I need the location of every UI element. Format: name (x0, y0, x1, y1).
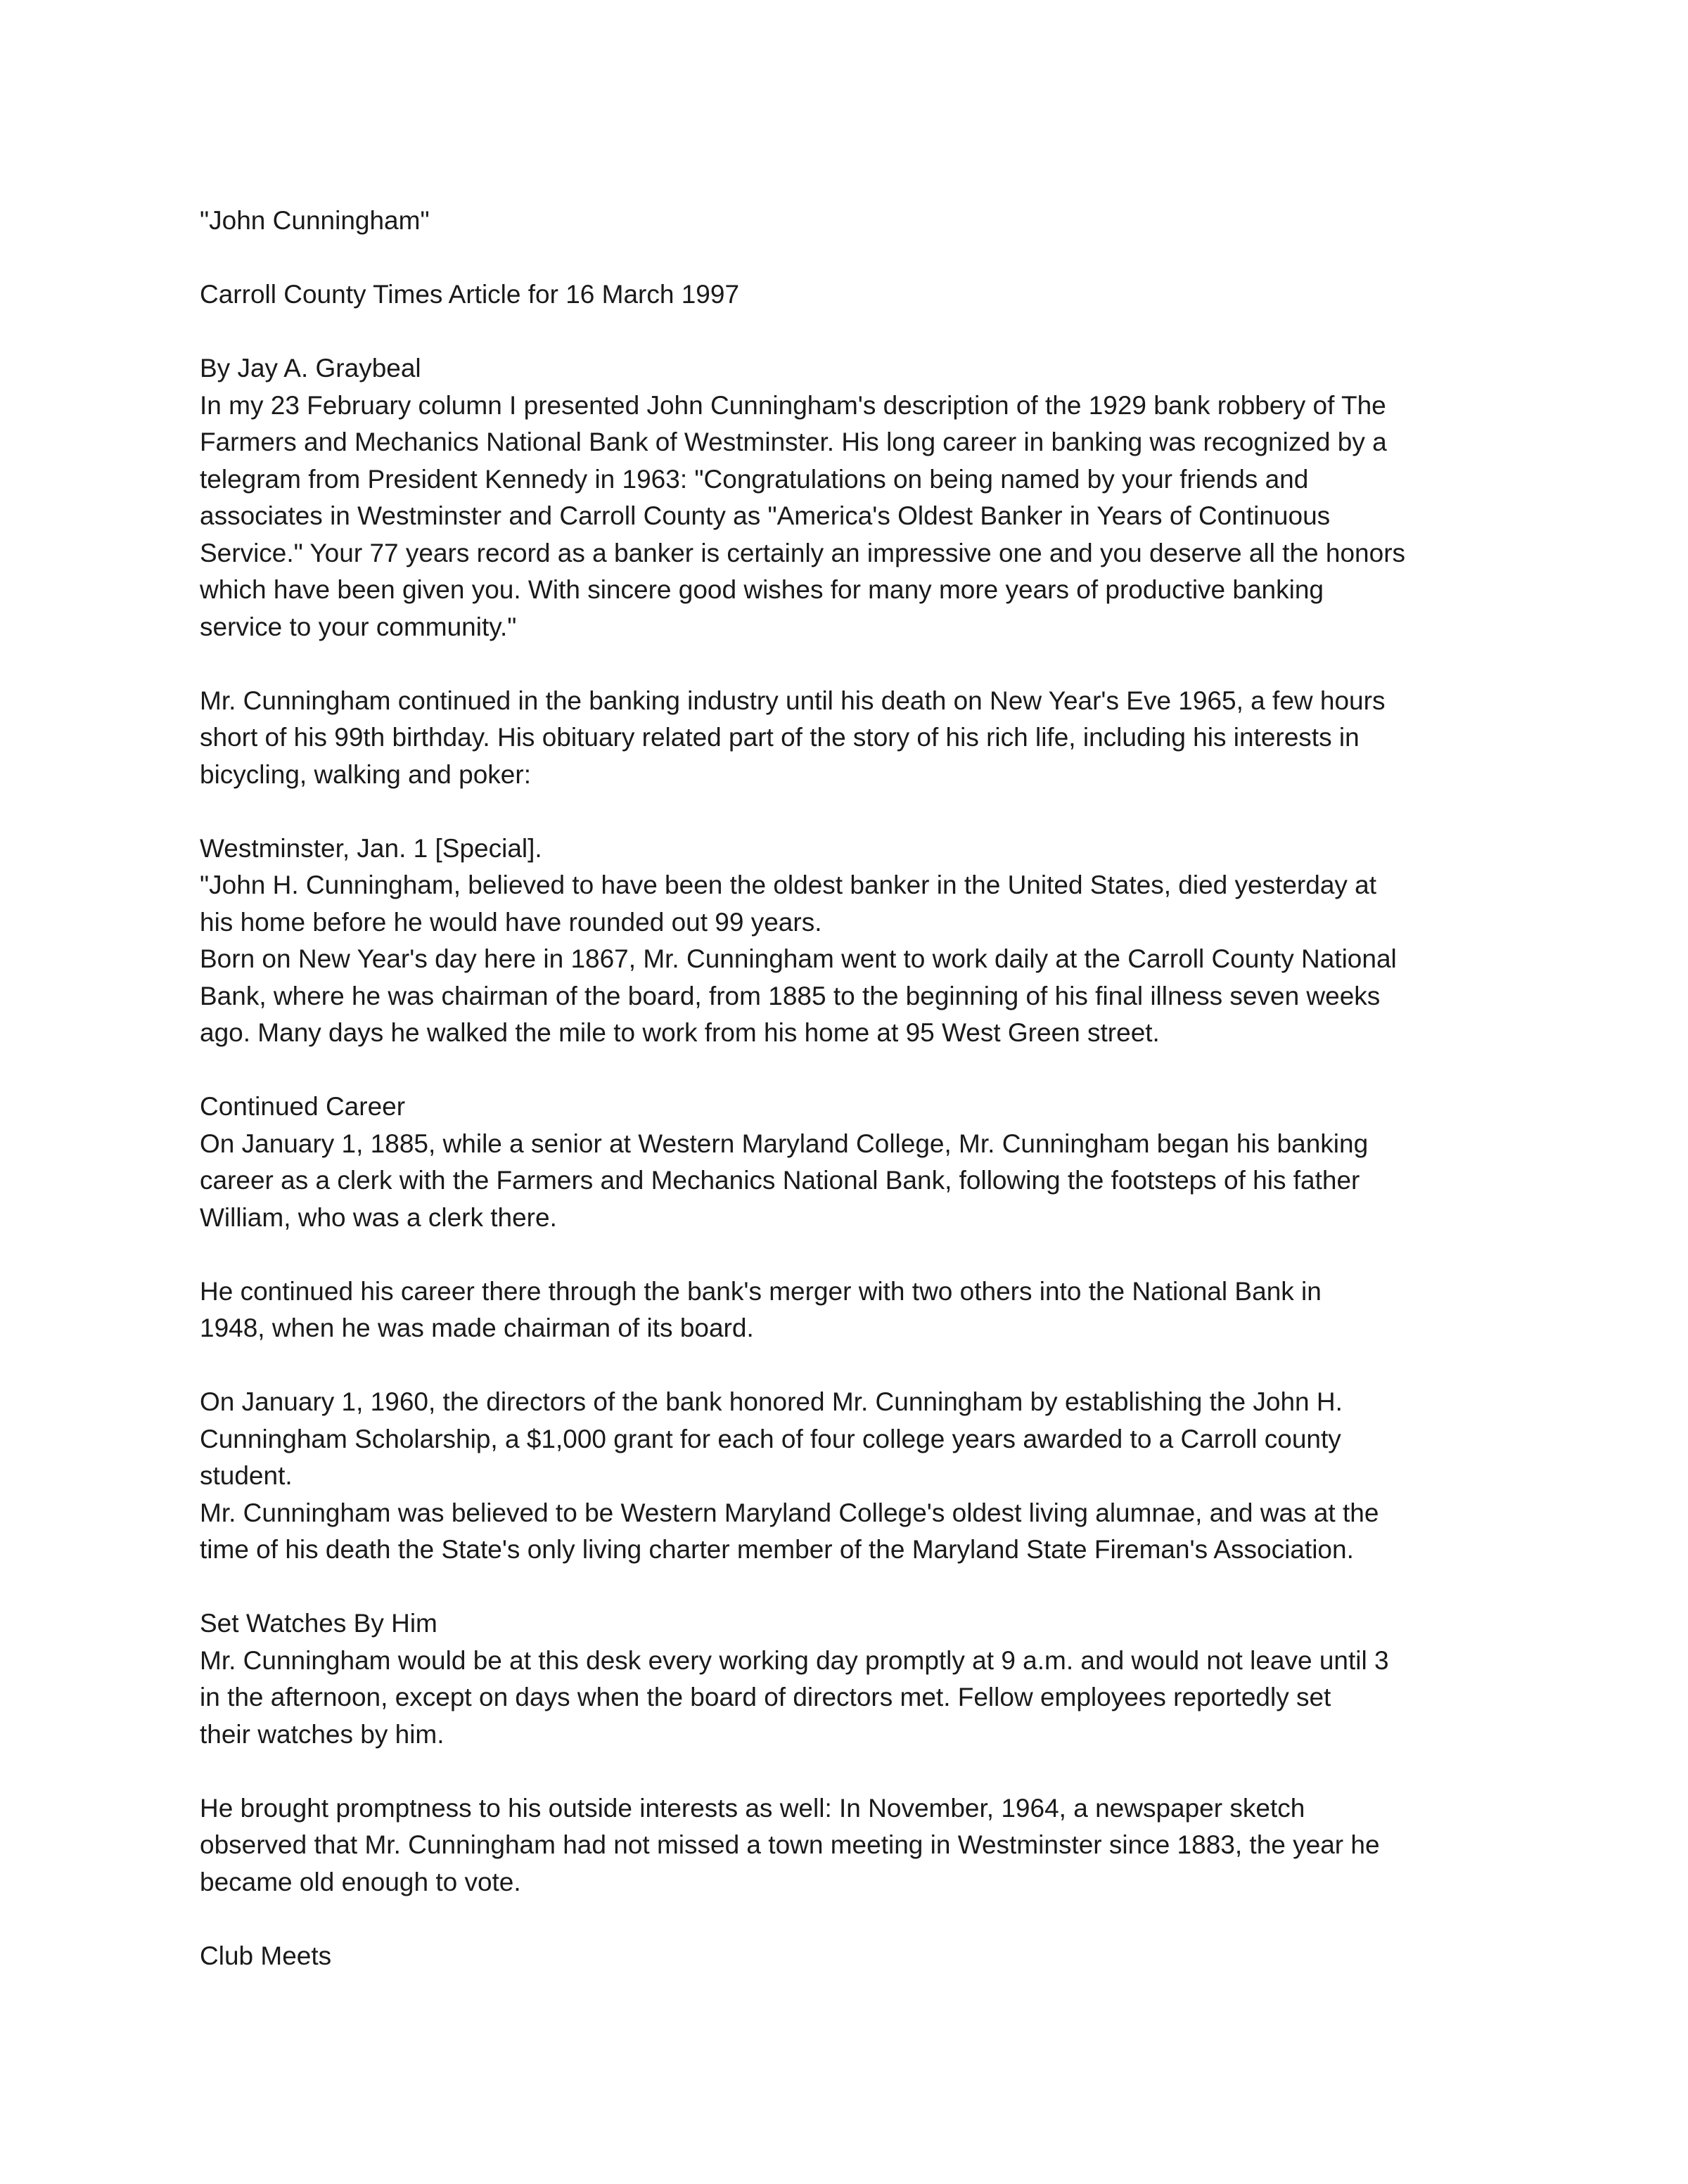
text-line: became old enough to vote. (200, 1867, 521, 1896)
spacer (200, 240, 1516, 277)
text-line: time of his death the State's only living charter member of the Maryland State Fireman's Association. (200, 1535, 1354, 1564)
byline: By Jay A. Graybeal (200, 354, 421, 383)
section-heading: Continued Career (200, 1092, 406, 1121)
text-line: Farmers and Mechanics National Bank of Westminster. His long career in banking was recognized by a (200, 428, 1387, 456)
text-line: He continued his career there through the bank's merger with two others into the National Bank in (200, 1276, 1322, 1306)
text-line: Mr. Cunningham would be at this desk every working day promptly at 9 a.m. and would not leave until 3 (200, 1645, 1389, 1675)
text-line: Westminster, Jan. 1 [Special]. (200, 833, 542, 863)
spacer (200, 1569, 1516, 1606)
text-line: On January 1, 1960, the directors of the bank honored Mr. Cunningham by establishing the John H. (200, 1387, 1343, 1416)
text-line: career as a clerk with the Farmers and Mechanics National Bank, following the footsteps of his father (200, 1166, 1360, 1195)
paragraph-obituary (200, 830, 1516, 1052)
text-line: service to your community." (200, 612, 517, 641)
section-set-watches (200, 1605, 1516, 1753)
paragraph-scholarship (200, 1384, 1516, 1569)
paragraph-merger (200, 1273, 1516, 1347)
document-title: "John Cunningham" (200, 206, 430, 235)
text-line: William, who was a clerk there. (200, 1202, 557, 1232)
spacer (200, 314, 1516, 351)
text-line: On January 1, 1885, while a senior at Western Maryland College, Mr. Cunningham began his banking (200, 1129, 1369, 1158)
text-line: observed that Mr. Cunningham had not missed a town meeting in Westminster since 1883, the year he (200, 1830, 1380, 1859)
text-line: 1948, when he was made chairman of its board. (200, 1313, 754, 1342)
paragraph-promptness (200, 1790, 1516, 1901)
text-line: "John H. Cunningham, believed to have been the oldest banker in the United States, died yesterday at (200, 871, 1377, 899)
spacer (200, 1901, 1516, 1938)
text-line: Born on New Year's day here in 1867, Mr. Cunningham went to work daily at the Carroll County National (200, 944, 1397, 973)
text-line: ago. Many days he walked the mile to work from his home at 95 West Green street. (200, 1018, 1160, 1047)
paragraph-telegram (200, 387, 1516, 646)
text-line: Mr. Cunningham continued in the banking industry until his death on New Year's Eve 1965, a few hours (200, 686, 1386, 715)
text-line: which have been given you. With sincere good wishes for many more years of productive banking (200, 575, 1324, 604)
section-heading: Set Watches By Him (200, 1609, 437, 1638)
section-heading: Club Meets (200, 1941, 332, 1970)
text-line: their watches by him. (200, 1719, 445, 1749)
document-page (200, 203, 1516, 1974)
text-line: Service." Your 77 years record as a banker is certainly an impressive one and you deserve all the honors (200, 538, 1406, 567)
spacer (200, 1753, 1516, 1790)
spacer (200, 1347, 1516, 1385)
text-line: Bank, where he was chairman of the board, from 1885 to the beginning of his final illness seven weeks (200, 981, 1381, 1010)
text-line: telegram from President Kennedy in 1963: "Congratulations on being named by your friends and (200, 464, 1309, 494)
spacer (200, 793, 1516, 830)
text-line: short of his 99th birthday. His obituary related part of the story of his rich life, including his interests in (200, 723, 1360, 752)
text-line: associates in Westminster and Carroll County as "America's Oldest Banker in Years of Continuous (200, 501, 1331, 530)
spacer (200, 1236, 1516, 1273)
text-line: his home before he would have rounded out 99 years. (200, 907, 822, 937)
text-line: Mr. Cunningham was believed to be Western Maryland College's oldest living alumnae, and was at the (200, 1498, 1379, 1527)
spacer (200, 645, 1516, 683)
section-continued-career (200, 1088, 1516, 1236)
text-line: bicycling, walking and poker: (200, 759, 531, 789)
section-club-meets (200, 1938, 1516, 1975)
text-line: He brought promptness to his outside interests as well: In November, 1964, a newspaper sketch (200, 1793, 1305, 1823)
paragraph-death (200, 683, 1516, 794)
text-line: in the afternoon, except on days when the board of directors met. Fellow employees reportedly set (200, 1683, 1331, 1711)
spacer (200, 1052, 1516, 1089)
text-line: In my 23 February column I presented John Cunningham's description of the 1929 bank robbery of The (200, 390, 1386, 420)
publication-line: Carroll County Times Article for 16 March 1997 (200, 280, 740, 309)
text-line: Cunningham Scholarship, a $1,000 grant for each of four college years awarded to a Carroll county (200, 1424, 1341, 1453)
text-line: student. (200, 1461, 293, 1490)
